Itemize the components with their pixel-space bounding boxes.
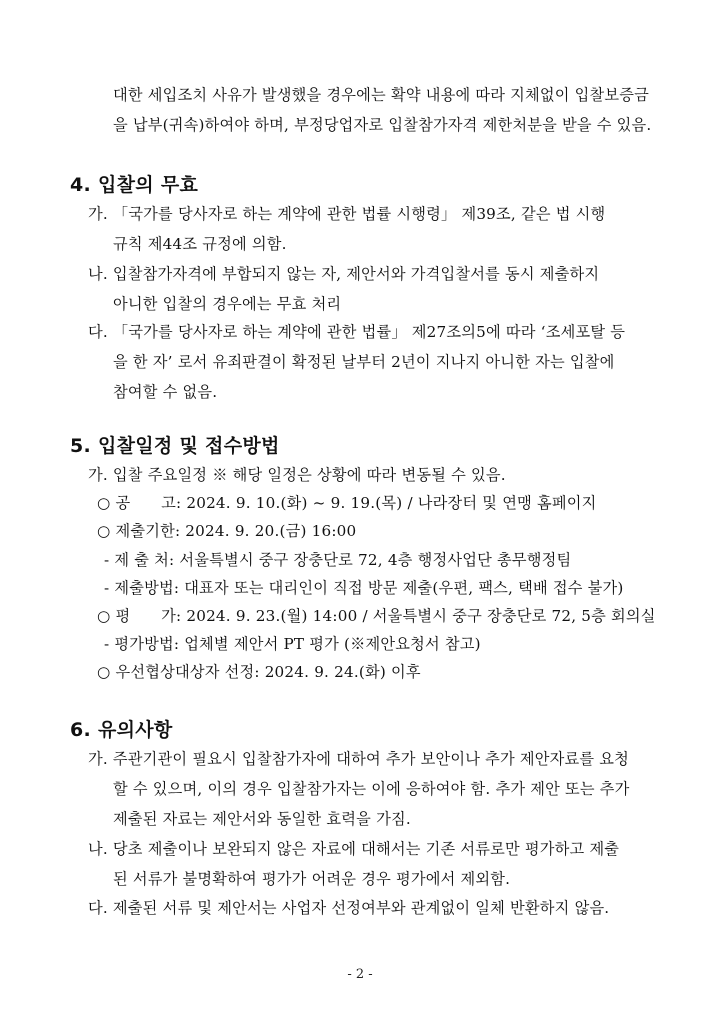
submission-place: - 제 출 처: 서울특별시 중구 장충단로 72, 4층 행정사업단 총무행정팀 (104, 551, 572, 569)
section-4-item-da-line-2: 을 한 자’ 로서 유죄판결이 확정된 날부터 2년이 지나지 아니한 자는 입찰에 (113, 353, 615, 371)
section-6-item-ga-line-1: 가. 주관기관이 필요시 입찰참가자에 대하여 추가 보안이나 추가 제안자료를 요청 (88, 750, 630, 768)
section-6-item-ga-line-3: 제출된 자료는 제안서와 동일한 효력을 가짐. (113, 810, 411, 828)
evaluation-method: - 평가방법: 업체별 제안서 PT 평가 (※제안요청서 참고) (104, 635, 481, 653)
section-6-title: 6. 유의사항 (70, 719, 173, 741)
submission-method: - 제출방법: 대표자 또는 대리인이 직접 방문 제출(우편, 팩스, 택배 접수 불가) (104, 579, 624, 597)
intro-line-1: 대한 세입조치 사유가 발생했을 경우에는 확약 내용에 따라 지체없이 입찰보증금 (113, 86, 649, 104)
section-4-title: 4. 입찰의 무효 (70, 174, 199, 196)
schedule-deadline: ○ 제출기한: 2024. 9. 20.(금) 16:00 (97, 522, 357, 540)
section-4-item-ga-line-2: 규칙 제44조 규정에 의함. (113, 235, 287, 253)
section-4-item-ga-line-1: 가. 「국가를 당사자로 하는 계약에 관한 법률 시행령」 제39조, 같은 법 시행 (88, 205, 606, 223)
section-4-item-na-line-2: 아니한 입찰의 경우에는 무효 처리 (113, 295, 342, 313)
section-4-item-da-line-3: 참여할 수 없음. (113, 383, 218, 401)
schedule-priority-selection: ○ 우선협상대상자 선정: 2024. 9. 24.(화) 이후 (97, 663, 421, 681)
section-5-item-ga: 가. 입찰 주요일정 ※ 해당 일정은 상황에 따라 변동될 수 있음. (88, 466, 506, 484)
section-6-item-na-line-1: 나. 당초 제출이나 보완되지 않은 자료에 대해서는 기존 서류로만 평가하고 제출 (88, 840, 620, 858)
schedule-evaluation: ○ 평 가: 2024. 9. 23.(월) 14:00 / 서울특별시 중구 장충단로 72, 5층 회의실 (97, 607, 656, 625)
section-4-item-na-line-1: 나. 입찰참가자격에 부합되지 않는 자, 제안서와 가격입찰서를 동시 제출하지 (88, 265, 600, 283)
section-6-item-na-line-2: 된 서류가 불명확하여 평가가 어려운 경우 평가에서 제외함. (113, 870, 511, 888)
section-5-title: 5. 입찰일정 및 접수방법 (70, 435, 280, 457)
page-number: - 2 - (347, 967, 373, 982)
schedule-announcement: ○ 공 고: 2024. 9. 10.(화) ~ 9. 19.(목) / 나라장터 및 연맹 홈페이지 (97, 494, 597, 512)
intro-line-2: 을 납부(귀속)하여야 하며, 부정당업자로 입찰참가자격 제한처분을 받을 수 있음. (113, 116, 652, 134)
section-6-item-da-line-1: 다. 제출된 서류 및 제안서는 사업자 선정여부와 관계없이 일체 반환하지 않음. (88, 899, 610, 917)
section-6-item-ga-line-2: 할 수 있으며, 이의 경우 입찰참가자는 이에 응하여야 함. 추가 제안 또는 추가 (113, 780, 630, 798)
section-4-item-da-line-1: 다. 「국가를 당사자로 하는 계약에 관한 법률」 제27조의5에 따라 ‘조세포탈 등 (88, 323, 626, 341)
